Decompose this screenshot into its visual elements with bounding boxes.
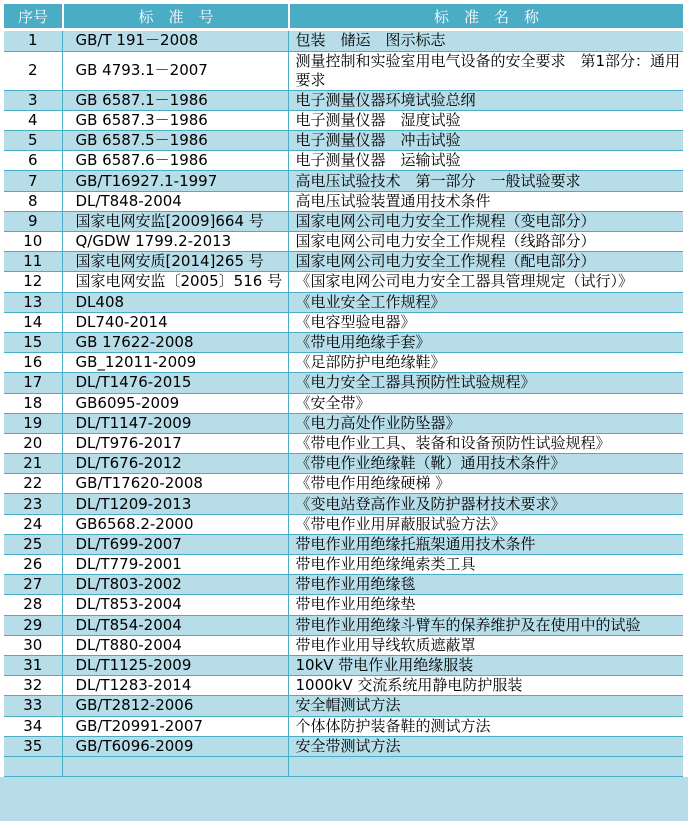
standard-number-cell: GB_12011-2009 (62, 353, 288, 373)
standard-number-cell: DL/T848-2004 (62, 191, 288, 211)
standard-number-cell: DL/T699-2007 (62, 534, 288, 554)
table-row (4, 252, 683, 272)
standard-name-cell: 包装 储运 图示标志 (288, 31, 683, 51)
standard-number-cell: DL/T1147-2009 (62, 413, 288, 433)
row-number-cell: 28 (4, 595, 62, 615)
table-row (4, 151, 683, 171)
row-number-cell: 29 (4, 615, 62, 635)
table-row (4, 90, 683, 110)
table-row (4, 413, 683, 433)
standard-name-cell: 《带电用绝缘手套》 (288, 332, 683, 352)
row-number-cell: 20 (4, 433, 62, 453)
standard-name-cell: 《足部防护电绝缘鞋》 (288, 353, 683, 373)
table-row (4, 232, 683, 252)
standard-name-cell: 《电业安全工作规程》 (288, 292, 683, 312)
standard-name-cell: 测量控制和实验室用电气设备的安全要求 第1部分：通用要求 (288, 51, 683, 90)
table-row (4, 676, 683, 696)
table-row (4, 534, 683, 554)
table-row (4, 595, 683, 615)
table-row (4, 292, 683, 312)
standard-name-cell: 《安全带》 (288, 393, 683, 413)
row-number-cell: 14 (4, 312, 62, 332)
table-row (4, 716, 683, 736)
row-number-cell: 15 (4, 332, 62, 352)
standard-number-cell: 国家电网安监〔2005〕516 号 (62, 272, 288, 292)
standard-number-cell: GB/T6096-2009 (62, 736, 288, 756)
table-row (4, 110, 683, 130)
row-number-cell: 2 (4, 51, 62, 90)
row-number-cell: 13 (4, 292, 62, 312)
standard-number-cell: DL/T1476-2015 (62, 373, 288, 393)
standard-number-cell: 国家电网安监[2009]664 号 (62, 211, 288, 231)
standard-name-cell: 带电作业用绝缘托瓶架通用技术条件 (288, 534, 683, 554)
row-number-cell: 23 (4, 494, 62, 514)
standard-number-cell: DL/T853-2004 (62, 595, 288, 615)
table-row (4, 31, 683, 51)
standard-number-cell: GB 17622-2008 (62, 332, 288, 352)
table-row (4, 736, 683, 756)
row-number-cell: 12 (4, 272, 62, 292)
standard-number-cell: GB/T17620-2008 (62, 474, 288, 494)
standard-number-cell: DL/T880-2004 (62, 635, 288, 655)
table-row (4, 332, 683, 352)
row-number-cell: 32 (4, 676, 62, 696)
table-row (4, 615, 683, 635)
standard-number-cell: DL/T803-2002 (62, 575, 288, 595)
table-row (4, 312, 683, 332)
standard-number-cell: GB6095-2009 (62, 393, 288, 413)
table-row (4, 696, 683, 716)
row-number-cell: 33 (4, 696, 62, 716)
row-number-cell: 34 (4, 716, 62, 736)
row-number-cell: 3 (4, 90, 62, 110)
bottom-strip (0, 777, 688, 821)
header-col-serial-number: 序号 (4, 4, 62, 28)
row-number-cell: 19 (4, 413, 62, 433)
table-row (4, 393, 683, 413)
row-number-cell: 30 (4, 635, 62, 655)
standard-number-cell: DL/T1283-2014 (62, 676, 288, 696)
standard-name-cell: 1000kV 交流系统用静电防护服装 (288, 676, 683, 696)
table-header-row (4, 4, 683, 28)
standard-number-cell: GB 4793.1－2007 (62, 51, 288, 90)
standard-name-cell: 带电作业用绝缘毯 (288, 575, 683, 595)
row-number-cell: 11 (4, 252, 62, 272)
standard-name-cell (288, 756, 683, 776)
standards-table-body (4, 31, 683, 777)
table-row (4, 555, 683, 575)
row-number-cell: 8 (4, 191, 62, 211)
row-number-cell: 24 (4, 514, 62, 534)
row-number-cell: 7 (4, 171, 62, 191)
standard-name-cell: 安全帽测试方法 (288, 696, 683, 716)
table-row (4, 211, 683, 231)
standard-name-cell: 带电作业用导线软质遮蔽罩 (288, 635, 683, 655)
table-row (4, 433, 683, 453)
standard-number-cell: DL/T1209-2013 (62, 494, 288, 514)
table-row (4, 655, 683, 675)
standard-name-cell: 带电作业用绝缘垫 (288, 595, 683, 615)
row-number-cell: 27 (4, 575, 62, 595)
standard-name-cell: 电子测量仪器 冲击试验 (288, 131, 683, 151)
standard-name-cell: 《国家电网公司电力安全工器具管理规定（试行）》 (288, 272, 683, 292)
row-number-cell: 16 (4, 353, 62, 373)
standards-table-grid (4, 31, 683, 777)
standard-name-cell: 高电压试验装置通用技术条件 (288, 191, 683, 211)
standard-name-cell: 《变电站登高作业及防护器材技术要求》 (288, 494, 683, 514)
table-row (4, 454, 683, 474)
standard-name-cell: 电子测量仪器环境试验总纲 (288, 90, 683, 110)
standard-number-cell: GB/T 191－2008 (62, 31, 288, 51)
table-row (4, 756, 683, 776)
standard-name-cell: 高电压试验技术 第一部分 一般试验要求 (288, 171, 683, 191)
row-number-cell: 21 (4, 454, 62, 474)
table-row (4, 353, 683, 373)
standard-number-cell: DL740-2014 (62, 312, 288, 332)
table-row (4, 131, 683, 151)
table-row (4, 514, 683, 534)
standard-name-cell: 电子测量仪器 运输试验 (288, 151, 683, 171)
table-row (4, 51, 683, 90)
standard-number-cell: GB 6587.3－1986 (62, 110, 288, 130)
standard-name-cell: 带电作业用绝缘绳索类工具 (288, 555, 683, 575)
standard-number-cell: DL/T779-2001 (62, 555, 288, 575)
row-number-cell: 22 (4, 474, 62, 494)
standard-number-cell: 国家电网安质[2014]265 号 (62, 252, 288, 272)
standard-number-cell (62, 756, 288, 776)
standard-name-cell: 国家电网公司电力安全工作规程（变电部分） (288, 211, 683, 231)
table-row (4, 373, 683, 393)
standard-number-cell: DL/T676-2012 (62, 454, 288, 474)
header-col-standard-name: 标 准 名 称 (290, 4, 683, 28)
standards-table (4, 4, 683, 777)
row-number-cell: 31 (4, 655, 62, 675)
row-number-cell: 5 (4, 131, 62, 151)
standard-number-cell: GB/T16927.1-1997 (62, 171, 288, 191)
table-row (4, 575, 683, 595)
standard-name-cell: 《带电作用绝缘硬梯 》 (288, 474, 683, 494)
standard-number-cell: DL/T1125-2009 (62, 655, 288, 675)
table-row (4, 171, 683, 191)
standard-number-cell: GB 6587.6－1986 (62, 151, 288, 171)
standard-number-cell: GB/T20991-2007 (62, 716, 288, 736)
standard-number-cell: GB/T2812-2006 (62, 696, 288, 716)
row-number-cell: 1 (4, 31, 62, 51)
standard-name-cell: 《电力高处作业防坠器》 (288, 413, 683, 433)
standard-number-cell: Q/GDW 1799.2-2013 (62, 232, 288, 252)
table-row (4, 635, 683, 655)
standard-name-cell: 《带电作业绝缘鞋（靴）通用技术条件》 (288, 454, 683, 474)
row-number-cell: 10 (4, 232, 62, 252)
row-number-cell (4, 756, 62, 776)
row-number-cell: 18 (4, 393, 62, 413)
row-number-cell: 9 (4, 211, 62, 231)
standard-name-cell: 安全带测试方法 (288, 736, 683, 756)
standard-name-cell: 个体体防护装备鞋的测试方法 (288, 716, 683, 736)
standard-number-cell: DL/T854-2004 (62, 615, 288, 635)
table-row (4, 272, 683, 292)
standard-name-cell: 国家电网公司电力安全工作规程（配电部分） (288, 252, 683, 272)
standard-name-cell: 带电作业用绝缘斗臂车的保养维护及在使用中的试验 (288, 615, 683, 635)
standard-name-cell: 《带电作业用屏蔽服试验方法》 (288, 514, 683, 534)
standard-name-cell: 电子测量仪器 湿度试验 (288, 110, 683, 130)
standard-number-cell: GB 6587.1－1986 (62, 90, 288, 110)
row-number-cell: 6 (4, 151, 62, 171)
table-row (4, 494, 683, 514)
standard-name-cell: 《带电作业工具、装备和设备预防性试验规程》 (288, 433, 683, 453)
standard-number-cell: GB6568.2-2000 (62, 514, 288, 534)
standard-number-cell: GB 6587.5－1986 (62, 131, 288, 151)
row-number-cell: 35 (4, 736, 62, 756)
standard-name-cell: 国家电网公司电力安全工作规程（线路部分） (288, 232, 683, 252)
row-number-cell: 25 (4, 534, 62, 554)
standard-name-cell: 《电容型验电器》 (288, 312, 683, 332)
standard-name-cell: 《电力安全工器具预防性试验规程》 (288, 373, 683, 393)
table-row (4, 474, 683, 494)
row-number-cell: 17 (4, 373, 62, 393)
standard-name-cell: 10kV 带电作业用绝缘服装 (288, 655, 683, 675)
table-row (4, 191, 683, 211)
row-number-cell: 4 (4, 110, 62, 130)
standard-number-cell: DL408 (62, 292, 288, 312)
row-number-cell: 26 (4, 555, 62, 575)
header-col-standard-number: 标 准 号 (64, 4, 288, 28)
standard-number-cell: DL/T976-2017 (62, 433, 288, 453)
